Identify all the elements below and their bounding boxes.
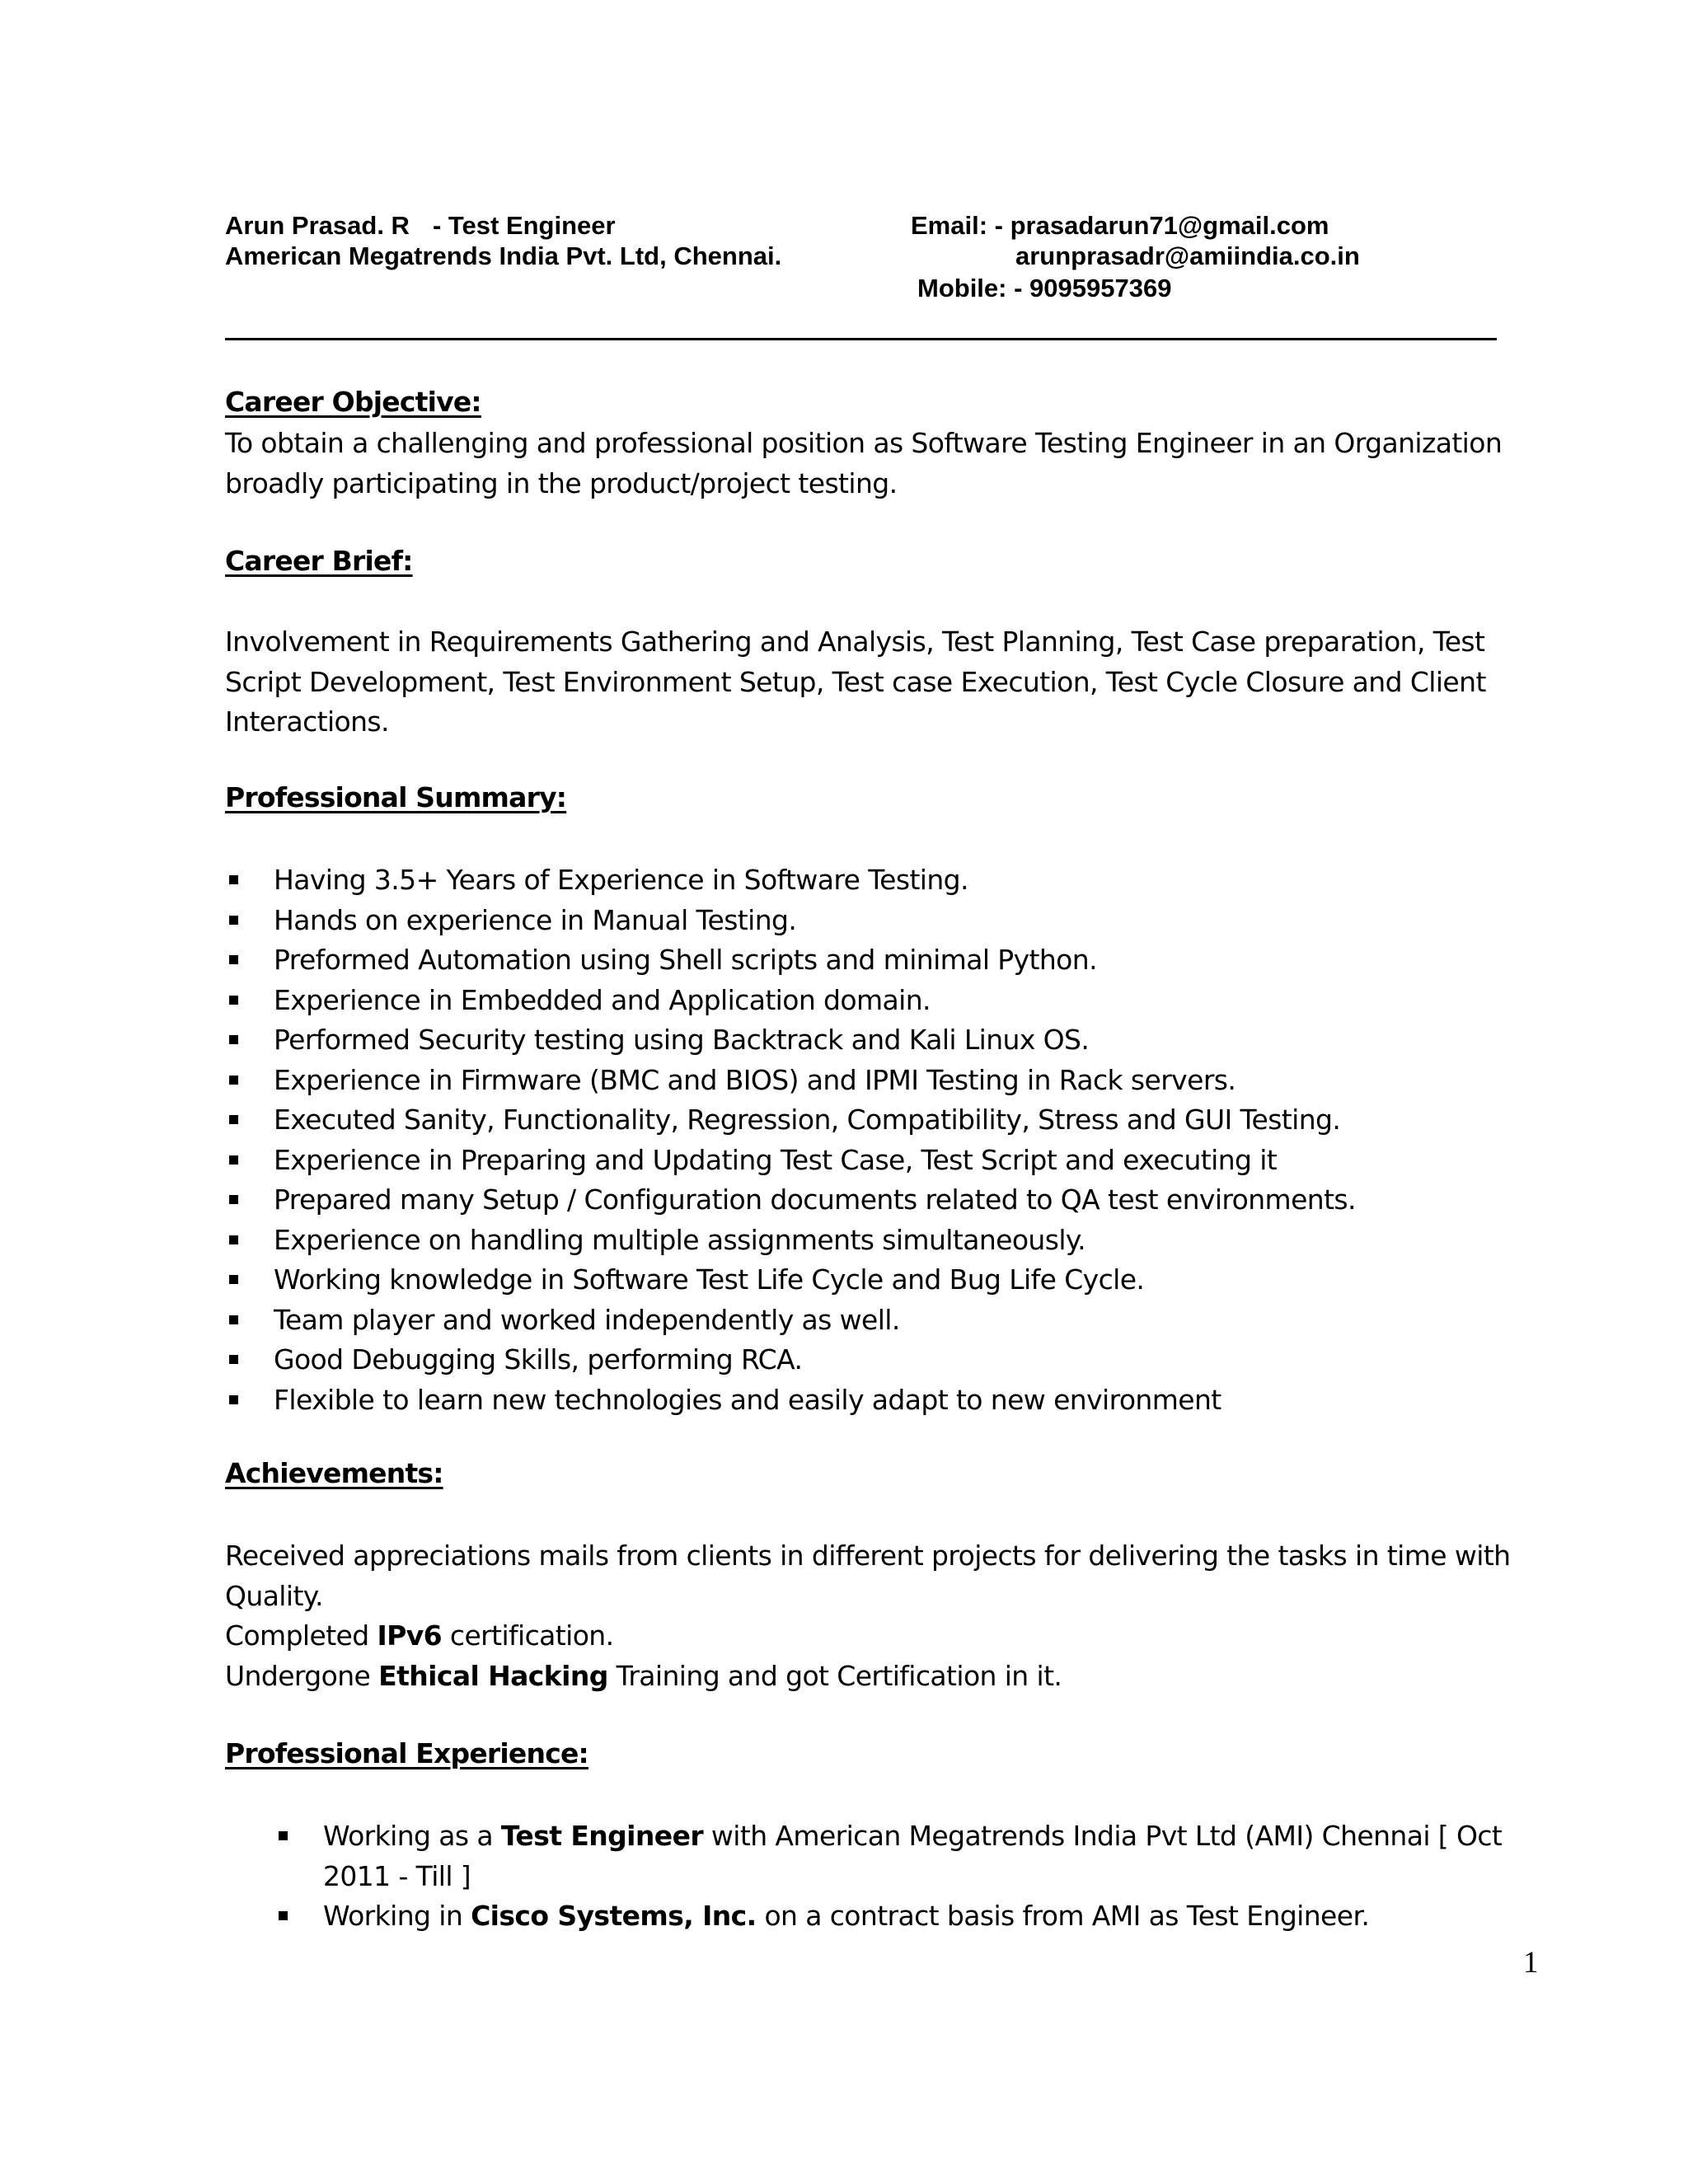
list-item: Good Debugging Skills, performing RCA. [225, 1340, 1356, 1380]
job-title: - Test Engineer [432, 211, 616, 240]
square-bullet-icon [229, 1035, 238, 1044]
email-label: Email: - [911, 211, 1003, 240]
career-brief-text [225, 622, 1544, 743]
achievement-ipv6: Completed IPv6 certification. [225, 1619, 614, 1652]
achievement-line: Quality. [225, 1579, 323, 1612]
career-objective-text [225, 424, 1544, 504]
career-objective-line: To obtain a challenging and professional position as Software Testing Engineer in an Organization [225, 427, 1503, 459]
list-item: Preformed Automation using Shell scripts and minimal Python. [225, 940, 1356, 981]
square-bullet-icon [229, 1355, 238, 1364]
professional-experience-heading: Professional Experience: [225, 1737, 588, 1769]
list-item: Working knowledge in Software Test Life Cycle and Bug Life Cycle. [225, 1260, 1356, 1301]
career-objective-heading: Career Objective: [225, 386, 481, 418]
list-item: Working as a Test Engineer with American Megatrends India Pvt Ltd (AMI) Chennai [ Oct 2011 - Till ] [274, 1816, 1527, 1896]
square-bullet-icon [229, 1315, 238, 1324]
achievements-text [225, 1536, 1544, 1696]
square-bullet-icon [229, 1076, 238, 1085]
professional-summary-list [225, 860, 1356, 1420]
square-bullet-icon [229, 1235, 238, 1244]
company-line: American Megatrends India Pvt. Ltd, Chennai. [225, 241, 782, 270]
career-brief-line: Interactions. [225, 705, 389, 738]
list-item: Hands on experience in Manual Testing. [225, 901, 1356, 941]
square-bullet-icon [229, 916, 238, 925]
email-line [911, 211, 1329, 241]
square-bullet-icon [279, 1831, 288, 1840]
ipv6-bold: IPv6 [377, 1619, 443, 1652]
ethical-hacking-bold: Ethical Hacking [378, 1659, 608, 1692]
candidate-name: Arun Prasad. R [225, 211, 410, 240]
test-engineer-bold: Test Engineer [500, 1820, 704, 1852]
page-number: 1 [1523, 1946, 1539, 1980]
header-divider [225, 338, 1497, 340]
square-bullet-icon [229, 1195, 238, 1204]
career-brief-line: Script Development, Test Environment Setup, Test case Execution, Test Cycle Closure and Client [225, 665, 1486, 698]
achievement-ethical-hacking: Undergone Ethical Hacking Training and got Certification in it. [225, 1659, 1062, 1692]
square-bullet-icon [229, 1155, 238, 1165]
list-item: Experience in Firmware (BMC and BIOS) and IPMI Testing in Rack servers. [225, 1061, 1356, 1101]
career-brief-heading: Career Brief: [225, 545, 413, 577]
professional-experience-list [274, 1816, 1527, 1937]
list-item: Team player and worked independently as well. [225, 1301, 1356, 1341]
career-brief-line: Involvement in Requirements Gathering and Analysis, Test Planning, Test Case preparation, Test [225, 626, 1485, 658]
list-item: Performed Security testing using Backtrack and Kali Linux OS. [225, 1020, 1356, 1061]
square-bullet-icon [229, 1275, 238, 1284]
square-bullet-icon [229, 875, 238, 884]
square-bullet-icon [229, 955, 238, 964]
list-item: Prepared many Setup / Configuration documents related to QA test environments. [225, 1180, 1356, 1221]
square-bullet-icon [229, 1395, 238, 1404]
achievement-line: Received appreciations mails from clients in different projects for delivering the tasks in time with [225, 1540, 1511, 1572]
cisco-bold: Cisco Systems, Inc. [471, 1900, 757, 1932]
career-objective-line: broadly participating in the product/project testing. [225, 466, 898, 499]
square-bullet-icon [229, 996, 238, 1005]
square-bullet-icon [279, 1911, 288, 1920]
list-item: Executed Sanity, Functionality, Regression, Compatibility, Stress and GUI Testing. [225, 1100, 1356, 1141]
email-secondary[interactable]: arunprasadr@amiindia.co.in [1015, 241, 1360, 270]
list-item: Flexible to learn new technologies and easily adapt to new environment [225, 1380, 1356, 1421]
email-primary[interactable]: prasadarun71@gmail.com [1010, 211, 1329, 240]
list-item: Having 3.5+ Years of Experience in Software Testing. [225, 860, 1356, 901]
square-bullet-icon [229, 1115, 238, 1124]
achievements-heading: Achievements: [225, 1457, 443, 1489]
list-item: Experience in Embedded and Application domain. [225, 981, 1356, 1021]
list-item: Working in Cisco Systems, Inc. on a contract basis from AMI as Test Engineer. [274, 1896, 1527, 1937]
list-item: Experience on handling multiple assignments simultaneously. [225, 1221, 1356, 1261]
mobile-line: Mobile: - 9095957369 [917, 274, 1172, 302]
candidate-name-title [225, 211, 616, 241]
professional-summary-heading: Professional Summary: [225, 781, 567, 813]
list-item: Experience in Preparing and Updating Test Case, Test Script and executing it [225, 1141, 1356, 1181]
